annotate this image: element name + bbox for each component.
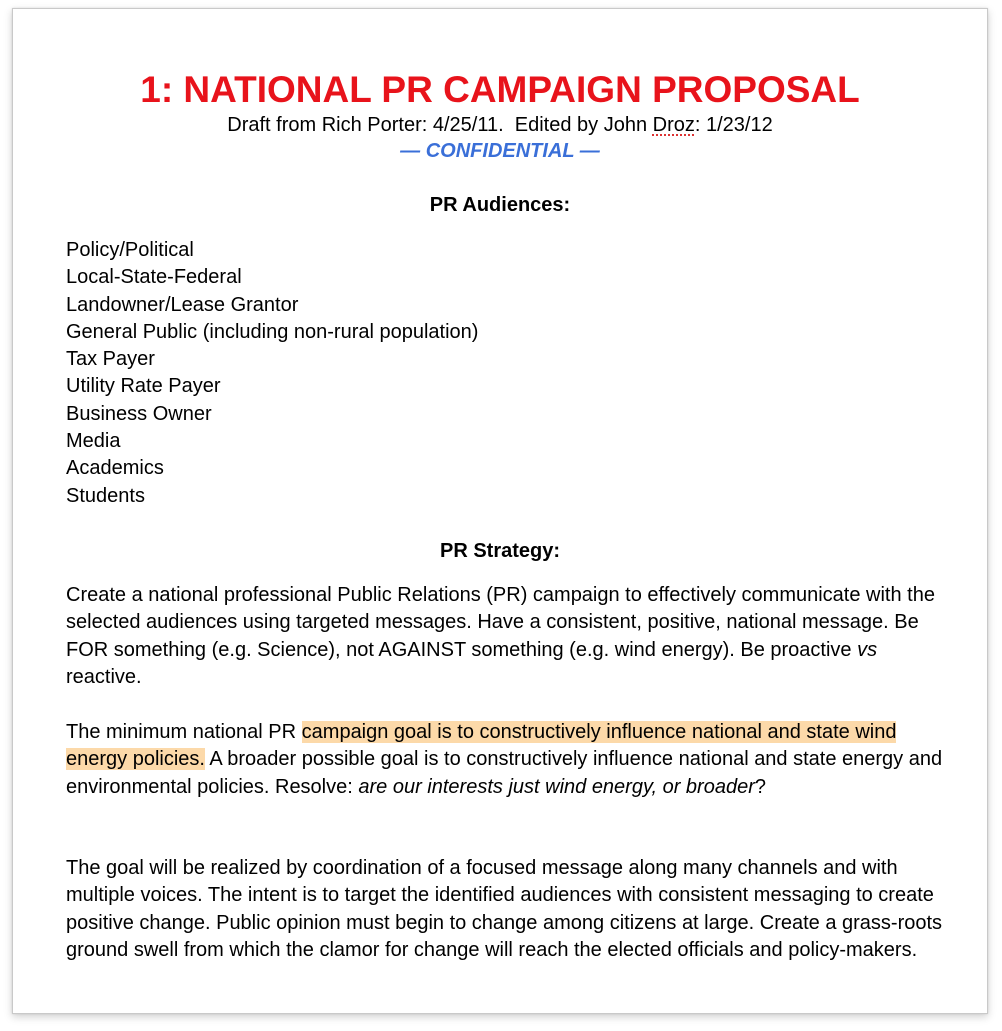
para2-italic: are our interests just wind energy, or broader [358,775,755,798]
list-item: Academics [66,457,164,480]
document-page [12,8,988,1014]
list-item: Policy/Political [66,239,194,261]
list-item: Tax Payer [66,348,155,371]
list-item: Business Owner [66,402,212,425]
list-item: Media [66,430,121,453]
strategy-paragraph-3: The goal will be realized by coordination of a focused message along many channels and with multiple voices. The intent is to target the identified audiences with consistent messaging to create positive change. Public opinion must begin to change among citizens at large. Create a grass-roots ground swell from which the clamor for change will reach the elected officials and policy-makers. [66,857,943,961]
subtitle-suffix: : 1/23/12 [694,114,773,136]
subtitle-editor-name: Droz [652,114,695,136]
list-item: Landowner/Lease Grantor [66,293,299,316]
list-item: Local-State-Federal [66,266,242,289]
strategy-paragraph-2 [66,719,946,801]
strategy-heading: PR Strategy: [439,540,561,562]
list-item: Utility Rate Payer [66,375,221,398]
highlighted-text: campaign goal is to constructively influence national and state wind energy policies. [66,721,897,771]
para2-mid: A broader possible goal is to constructively influence national and state energy and environmental policies. Resolve: [66,748,943,798]
audiences-list [66,237,478,510]
para2-end: ? [754,775,766,798]
para1-text: Create a national professional Public Relations (PR) campaign to effectively communicate with the selected audiences using targeted messages. Have a consistent, positive, national message. Be FOR something (e.g. Science), not AGAINST something (e.g. wind energy). Be proactive [66,584,935,661]
document-subtitle [13,112,987,138]
para2-pre: The minimum national PR [66,721,302,743]
list-item: General Public (including non-rural population) [66,320,479,343]
para1-end: reactive. [66,665,142,688]
strategy-paragraph-1 [66,582,946,691]
audiences-heading: PR Audiences: [429,194,571,216]
confidential-label: — CONFIDENTIAL — [400,140,600,162]
para1-italic: vs [857,638,878,661]
subtitle-prefix: Draft from Rich Porter: 4/25/11. Edited by John [227,114,653,136]
list-item: Students [66,484,145,507]
document-title: 1: NATIONAL PR CAMPAIGN PROPOSAL [140,69,860,110]
